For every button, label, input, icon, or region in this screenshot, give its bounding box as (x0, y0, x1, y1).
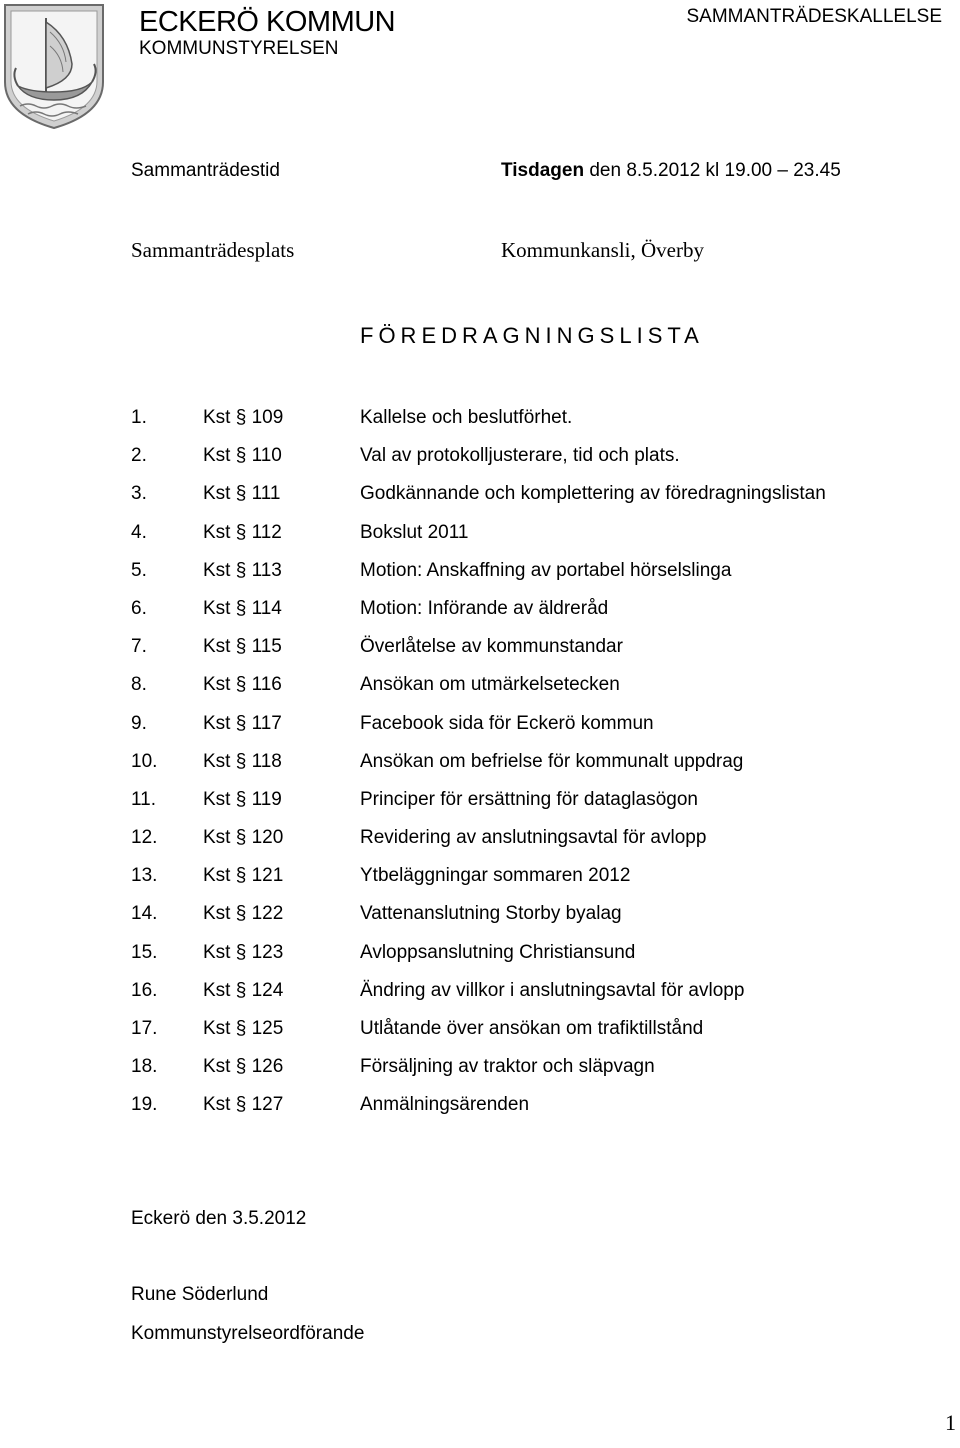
agenda-item (131, 673, 931, 711)
agenda-item-number: 17. (131, 1018, 158, 1039)
agenda-item-number: 6. (131, 597, 147, 619)
agenda-item-title: Bokslut 2011 (360, 521, 469, 543)
agenda-item-number: 8. (131, 674, 147, 696)
agenda-item-title: Anmälningsärenden (360, 1094, 530, 1116)
agenda-item-reference: Kst § 109 (203, 407, 284, 428)
agenda-item-number: 16. (131, 979, 158, 1001)
agenda-item-number: 13. (131, 865, 158, 887)
agenda-item-reference: Kst § 122 (203, 903, 284, 925)
viking-ship-coat-of-arms-icon (2, 2, 106, 130)
agenda-item (131, 635, 931, 673)
agenda-item-title: Principer för ersättning för dataglasögon (360, 788, 698, 810)
municipality-name: ECKERÖ KOMMUN (139, 6, 396, 38)
agenda-item-number: 7. (131, 636, 147, 658)
agenda-item-title: Utlåtande över ansökan om trafiktillstånd (360, 1018, 704, 1039)
agenda-item-reference: Kst § 125 (203, 1018, 284, 1039)
agenda-item-title: Ansökan om utmärkelsetecken (360, 674, 620, 696)
agenda-item-reference: Kst § 117 (203, 712, 282, 734)
agenda-item-title: Försäljning av traktor och släpvagn (360, 1056, 655, 1078)
agenda-item-reference: Kst § 119 (203, 788, 282, 810)
meeting-place-label: Sammanträdesplats (131, 238, 295, 262)
agenda-item-reference: Kst § 116 (203, 674, 282, 696)
agenda-item (131, 941, 931, 979)
agenda-item-number: 4. (131, 521, 147, 543)
agenda-item-title: Godkännande och komplettering av föredragningslistan (360, 483, 826, 505)
agenda-item-title: Motion: Anskaffning av portabel hörselslinga (360, 559, 732, 581)
meeting-place-value: Kommunkansli, Överby (501, 238, 704, 262)
agenda-item (131, 826, 931, 864)
agenda-item-reference: Kst § 110 (203, 445, 282, 467)
agenda-item-number: 12. (131, 827, 158, 849)
agenda-item-title: Facebook sida för Eckerö kommun (360, 712, 654, 734)
meeting-time-value: den 8.5.2012 kl 19.00 – 23.45 (589, 160, 841, 181)
signer-name: Rune Söderlund (131, 1284, 269, 1305)
agenda-item (131, 1055, 931, 1093)
agenda-item (131, 482, 931, 520)
meeting-time-label: Sammanträdestid (131, 160, 280, 181)
agenda-item-reference: Kst § 120 (203, 827, 284, 849)
agenda-item-number: 15. (131, 941, 158, 963)
agenda-item-title: Motion: Införande av äldreråd (360, 597, 609, 619)
agenda-item-reference: Kst § 114 (203, 597, 282, 619)
meeting-day: Tisdagen (501, 160, 585, 181)
agenda-item-title: Ändring av villkor i anslutningsavtal för avlopp (360, 979, 745, 1001)
agenda-item (131, 979, 931, 1017)
agenda-item-reference: Kst § 112 (203, 521, 282, 543)
agenda-item-title: Ytbeläggningar sommaren 2012 (360, 865, 631, 887)
agenda-item-reference: Kst § 126 (203, 1056, 284, 1078)
agenda-item-title: Kallelse och beslutförhet. (360, 407, 573, 428)
agenda-item-title: Avloppsanslutning Christiansund (360, 941, 636, 963)
agenda-item-reference: Kst § 115 (203, 636, 282, 658)
agenda-item-number: 5. (131, 559, 147, 581)
agenda-heading: FÖREDRAGNINGSLISTA (360, 323, 704, 348)
agenda-item-reference: Kst § 113 (203, 559, 282, 581)
agenda-item (131, 712, 931, 750)
meeting-time-row (131, 159, 841, 183)
agenda-item (131, 1017, 931, 1055)
agenda-item-title: Vattenanslutning Storby byalag (360, 903, 622, 925)
agenda-item-number: 9. (131, 712, 147, 734)
board-name: KOMMUNSTYRELSEN (139, 38, 339, 59)
agenda-item-title: Revidering av anslutningsavtal för avlopp (360, 827, 707, 849)
agenda-item (131, 406, 931, 444)
agenda-item-reference: Kst § 124 (203, 979, 284, 1001)
agenda-item-reference: Kst § 118 (203, 750, 282, 772)
agenda-item (131, 521, 931, 559)
agenda-item-number: 11. (131, 788, 157, 810)
agenda-item (131, 902, 931, 940)
agenda-item-number: 18. (131, 1056, 158, 1078)
agenda-item-title: Ansökan om befrielse för kommunalt uppdrag (360, 750, 744, 772)
agenda-item-reference: Kst § 123 (203, 941, 284, 963)
agenda-item-title: Val av protokolljusterare, tid och plats. (360, 445, 680, 467)
agenda-item-reference: Kst § 111 (203, 483, 281, 505)
agenda-item (131, 788, 931, 826)
agenda-item (131, 864, 931, 902)
meeting-place-row (131, 238, 704, 264)
agenda-item-number: 19. (131, 1094, 158, 1116)
agenda-item-reference: Kst § 121 (203, 865, 284, 887)
agenda-item-number: 1. (131, 407, 147, 428)
agenda-item-number: 10. (131, 750, 158, 772)
agenda-item (131, 444, 931, 482)
agenda-item (131, 559, 931, 597)
agenda-item (131, 597, 931, 635)
agenda-item-reference: Kst § 127 (203, 1094, 284, 1116)
closing-place-date: Eckerö den 3.5.2012 (131, 1208, 307, 1229)
agenda-list (131, 406, 931, 1132)
agenda-item-number: 14. (131, 903, 158, 925)
agenda-item (131, 750, 931, 788)
agenda-item-number: 3. (131, 483, 147, 505)
signer-title: Kommunstyrelseordförande (131, 1323, 365, 1344)
document-type: SAMMANTRÄDESKALLELSE (686, 6, 942, 27)
page-number: 1 (945, 1410, 956, 1435)
agenda-item-number: 2. (131, 445, 147, 467)
agenda-item (131, 1093, 931, 1131)
agenda-item-title: Överlåtelse av kommunstandar (360, 636, 623, 658)
